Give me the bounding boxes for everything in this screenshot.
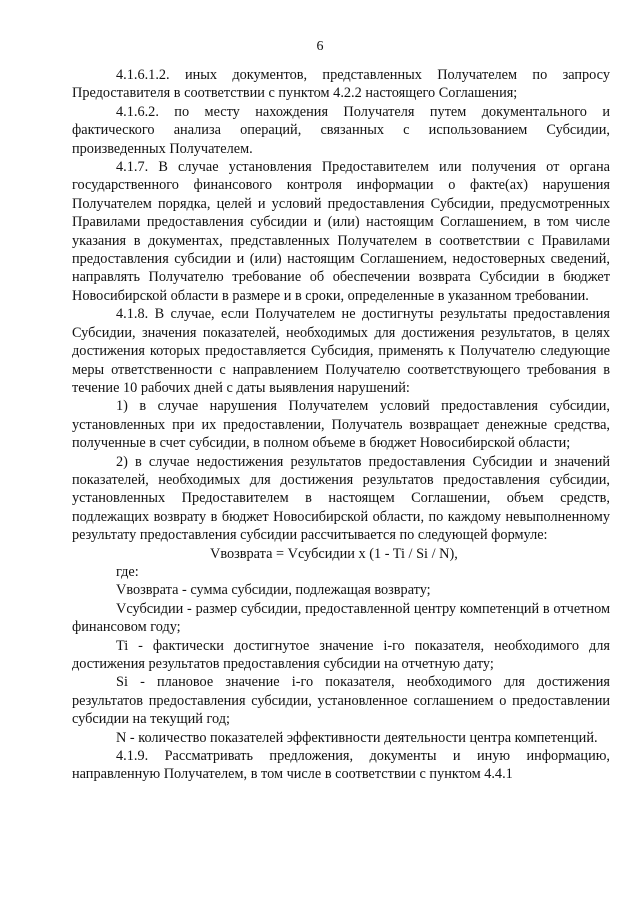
definition-v-subsidy: Vсубсидии - размер субсидии, предоставленной центру компетенций в отчетном финансовом году; [72, 600, 610, 636]
paragraph-4-1-8: 4.1.8. В случае, если Получателем не достигнуты результаты предоставления Субсидии, значения показателей, необходимых для достижения результатов, в целях достижения которых предоставляется Субсидия, применять к Получателю следующие меры ответственности с направлением Получателю соответствующего требования в течение 10 рабочих дней с даты выявления нарушений: [72, 306, 610, 396]
definition-v-refund: Vвозврата - сумма субсидии, подлежащая возврату; [116, 582, 431, 599]
paragraph-4-1-6-1-2: 4.1.6.1.2. иных документов, представленных Получателем по запросу Предоставителя в соответствии с пунктом 4.2.2 настоящего Соглашения; [72, 67, 610, 102]
paragraph-4-1-9: 4.1.9. Рассматривать предложения, документы и иную информацию, направленную Получателем, в том числе в соответствии с пунктом 4.4.1 [72, 748, 610, 783]
document-body [72, 66, 610, 784]
paragraph-4-1-6-2: 4.1.6.2. по месту нахождения Получателя путем документального и фактического анализа операций, связанных с использованием Субсидии, произведенных Получателем. [72, 103, 610, 157]
page-number: 6 [316, 39, 324, 54]
list-item-2: 2) в случае недостижения результатов предоставления Субсидии и значений показателей, необходимых для достижения результатов предоставления субсидии, установленных Предоставителем в настоящем Соглашении, объем средств, подлежащих возврату в бюджет Новосибирской области, по каждому невыполненному результату предоставления субсидии рассчитывается по следующей формуле: [72, 453, 610, 544]
formula-where-label: где: [116, 563, 139, 580]
definition-n: N - количество показателей эффективности деятельности центра компетенций. [116, 729, 598, 746]
list-item-1: 1) в случае нарушения Получателем условий предоставления субсидии, установленных при их предоставлении, Получатель возвращает денежные средства, полученные в счет субсидии, в полном объеме в бюджет Новосибирской области; [72, 398, 610, 452]
refund-formula: Vвозврата = Vсубсидии x (1 - Ti / Si / N), [210, 545, 458, 562]
definition-ti: Ti - фактически достигнутое значение i-го показателя, необходимого для достижения результатов предоставления субсидии на отчетную дату; [72, 637, 610, 672]
definition-si: Si - плановое значение i-го показателя, необходимого для достижения результатов предоставления субсидии, установленное соглашением о предоставлении субсидии на текущий год; [72, 674, 610, 728]
paragraph-4-1-7: 4.1.7. В случае установления Предоставителем или получения от органа государственного финансового контроля информации о факте(ах) нарушения Получателем порядка, целей и условий предоставления Субсидии, предусмотренных Правилами предоставления субсидии и (или) настоящим Соглашением, в том числе указания в документах, представленных Получателем в соответствии с Правилами предоставления субсидии и (или) настоящим Соглашением, недостоверных сведений, направлять Получателю требование об обеспечении возврата Субсидии в бюджет Новосибирской области в размере и в сроки, определенные в указанном требовании. [72, 159, 610, 304]
